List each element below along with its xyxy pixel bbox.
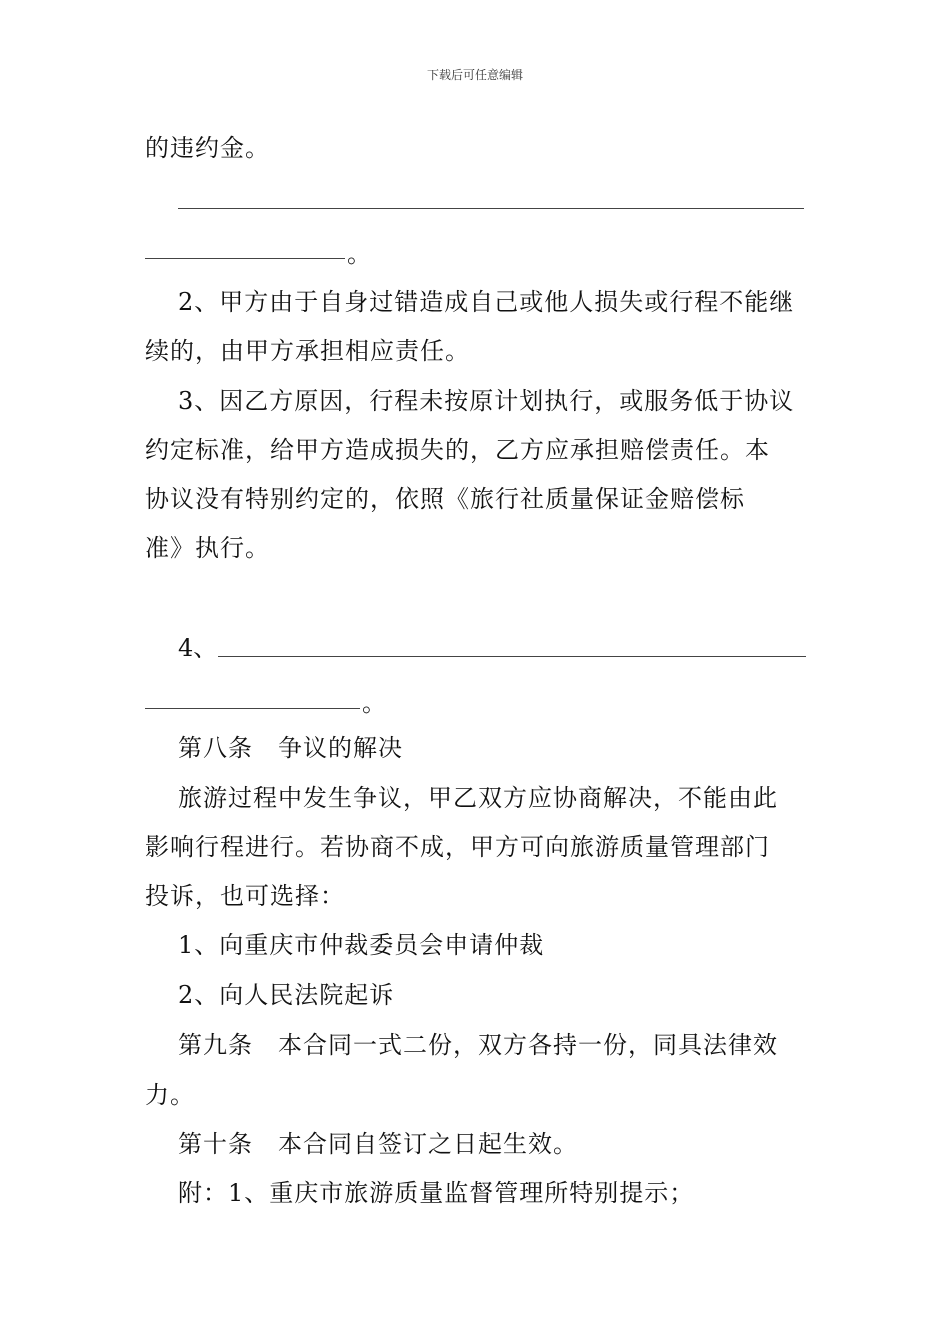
option-item: 2、向人民法院起诉 (178, 981, 395, 1009)
text-line: 协议没有特别约定的，依照《旅行社质量保证金赔偿标 (145, 485, 745, 513)
fill-blank-line (218, 656, 806, 657)
appendix-line: 附：1、重庆市旅游质量监督管理所特别提示； (178, 1179, 695, 1207)
text-line: 投诉，也可选择： (145, 882, 345, 910)
text-line: 2、甲方由于自身过错造成自己或他人损失或行程不能继 (178, 288, 795, 316)
text-line: 影响行程进行。若协商不成，甲方可向旅游质量管理部门 (145, 833, 770, 861)
text-line: 力。 (145, 1081, 195, 1109)
text-line: 约定标准，给甲方造成损失的，乙方应承担赔偿责任。本 (145, 436, 770, 464)
fill-blank-line (145, 708, 360, 709)
article-9: 第九条 本合同一式二份，双方各持一份，同具法律效 (178, 1031, 778, 1059)
text-line: 准》执行。 (145, 534, 270, 562)
item-number: 4、 (178, 634, 218, 662)
period-mark: 。 (347, 240, 371, 268)
text-line: 3、因乙方原因，行程未按原计划执行，或服务低于协议 (178, 387, 795, 415)
text-line: 的违约金。 (145, 134, 270, 162)
article-8-title: 第八条 争议的解决 (178, 734, 403, 762)
period-mark: 。 (362, 689, 386, 717)
article-10: 第十条 本合同自签订之日起生效。 (178, 1130, 578, 1158)
option-item: 1、向重庆市仲裁委员会申请仲裁 (178, 931, 545, 959)
text-line: 旅游过程中发生争议，甲乙双方应协商解决，不能由此 (178, 784, 778, 812)
fill-blank-line (178, 208, 804, 209)
text-line: 续的，由甲方承担相应责任。 (145, 337, 470, 365)
page-header: 下载后可任意编辑 (426, 68, 523, 82)
fill-blank-line (145, 258, 345, 259)
